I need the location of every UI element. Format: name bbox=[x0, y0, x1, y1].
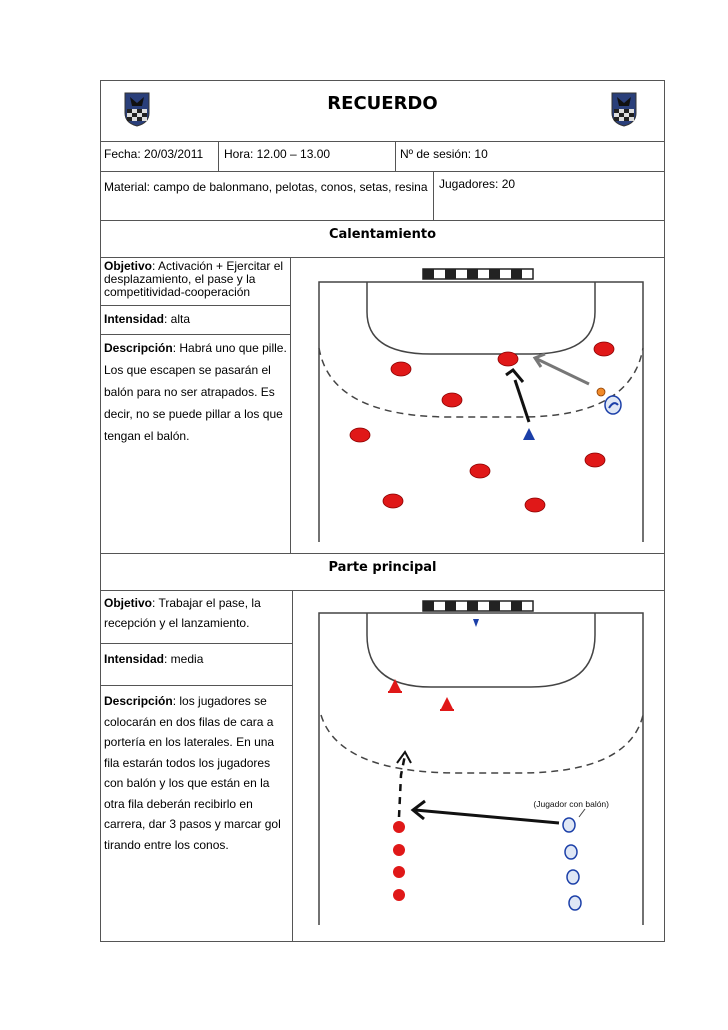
warmup-objective-text: : Activación + Ejercitar el desplazamiento, el pase y la competitividad-cooperación bbox=[104, 259, 284, 299]
ball-holder-label: (Jugador con balón) bbox=[533, 799, 609, 809]
warmup-intensity-label: Intensidad bbox=[104, 312, 165, 326]
warmup-description-box bbox=[101, 335, 290, 447]
warmup-intensity-box bbox=[101, 306, 290, 335]
main-court-diagram bbox=[299, 595, 661, 935]
player-marker bbox=[525, 498, 545, 512]
goal-area-line bbox=[367, 282, 595, 354]
warmup-intensity-text: : alta bbox=[164, 312, 191, 326]
main-description-label: Descripción bbox=[104, 694, 173, 708]
player-marker bbox=[391, 362, 411, 376]
warmup-title: Calentamiento bbox=[328, 227, 437, 242]
player-marker bbox=[585, 453, 605, 467]
ball-icon bbox=[597, 388, 605, 396]
warmup-description-label: Descripción bbox=[104, 341, 173, 355]
receiver-marker bbox=[393, 821, 405, 833]
club-crest-right-icon bbox=[610, 91, 638, 127]
main-objective-label: Objetivo bbox=[104, 596, 153, 610]
main-description-box bbox=[101, 686, 292, 852]
warmup-header-row bbox=[101, 221, 664, 258]
title-row bbox=[101, 81, 664, 142]
main-text-column bbox=[101, 591, 293, 941]
pass-arrow bbox=[537, 359, 589, 384]
main-title: Parte principal bbox=[328, 560, 437, 575]
warmup-court-diagram bbox=[301, 262, 661, 550]
warmup-description-text: : Habrá uno que pille. Los que escapen se pasarán el balón para no ser atrapados. Es decir, no se puede pillar a los que tengan el balón. bbox=[104, 341, 287, 443]
cone-icon bbox=[441, 697, 453, 709]
goal-icon bbox=[423, 269, 533, 279]
player-marker bbox=[594, 342, 614, 356]
session-number-field: Nº de sesión: 10 bbox=[400, 147, 488, 161]
session-number-cell bbox=[396, 142, 664, 171]
receiver-marker bbox=[393, 889, 405, 901]
page-title: RECUERDO bbox=[327, 93, 438, 114]
main-intensity-label: Intensidad bbox=[104, 652, 165, 666]
main-objective-box bbox=[101, 591, 292, 644]
main-intensity-text: : media bbox=[164, 652, 204, 666]
goalkeeper-marker-icon bbox=[473, 619, 479, 627]
main-body-row bbox=[101, 591, 664, 941]
receiver-marker bbox=[393, 844, 405, 856]
court-outline bbox=[319, 613, 643, 925]
material-row bbox=[101, 172, 664, 221]
goal-icon bbox=[423, 601, 533, 611]
time-field: Hora: 12.00 – 13.00 bbox=[224, 147, 331, 161]
passer-marker-icon bbox=[565, 845, 577, 859]
players-cell bbox=[434, 172, 664, 220]
passer-marker-icon bbox=[567, 870, 579, 884]
info-row bbox=[101, 142, 664, 172]
main-header-row bbox=[101, 554, 664, 591]
player-marker bbox=[470, 464, 490, 478]
session-sheet bbox=[100, 80, 665, 942]
material-field: Material: campo de balonmano, pelotas, conos, setas, resina bbox=[104, 180, 428, 194]
free-throw-line bbox=[319, 348, 643, 417]
warmup-objective-label: Objetivo bbox=[104, 259, 153, 273]
goal-area-line bbox=[367, 613, 595, 687]
time-cell bbox=[219, 142, 396, 171]
passer-marker-icon bbox=[563, 818, 575, 832]
player-marker bbox=[442, 393, 462, 407]
warmup-body-row bbox=[101, 258, 664, 554]
ball-pointer bbox=[579, 809, 585, 817]
date-field: Fecha: 20/03/2011 bbox=[104, 147, 204, 161]
ball-holder-marker-icon bbox=[605, 396, 621, 414]
pass-arrow bbox=[415, 810, 559, 823]
main-objective-text: : Trabajar el pase, la recepción y el lanzamiento. bbox=[104, 596, 261, 630]
cone-icon bbox=[389, 679, 401, 691]
players-field: Jugadores: 20 bbox=[439, 177, 516, 191]
main-description-text: : los jugadores se colocarán en dos filas de cara a portería en los laterales. En una fila estarán todos los jugadores con balón y los que están en la otra fila deberán recibirlo en carrera, dar 3 pasos y marcar gol tirando entre los conos. bbox=[104, 694, 281, 852]
warmup-text-column bbox=[101, 258, 291, 554]
material-cell bbox=[101, 172, 434, 220]
chaser-marker-icon bbox=[523, 428, 535, 440]
player-marker bbox=[498, 352, 518, 366]
passer-marker-icon bbox=[569, 896, 581, 910]
player-marker bbox=[383, 494, 403, 508]
free-throw-line bbox=[321, 715, 643, 773]
chase-arrow bbox=[515, 380, 529, 422]
main-intensity-box bbox=[101, 644, 292, 686]
receiver-marker bbox=[393, 866, 405, 878]
date-cell bbox=[101, 142, 219, 171]
player-marker bbox=[350, 428, 370, 442]
run-path bbox=[399, 755, 405, 817]
warmup-objective-box bbox=[101, 258, 290, 306]
